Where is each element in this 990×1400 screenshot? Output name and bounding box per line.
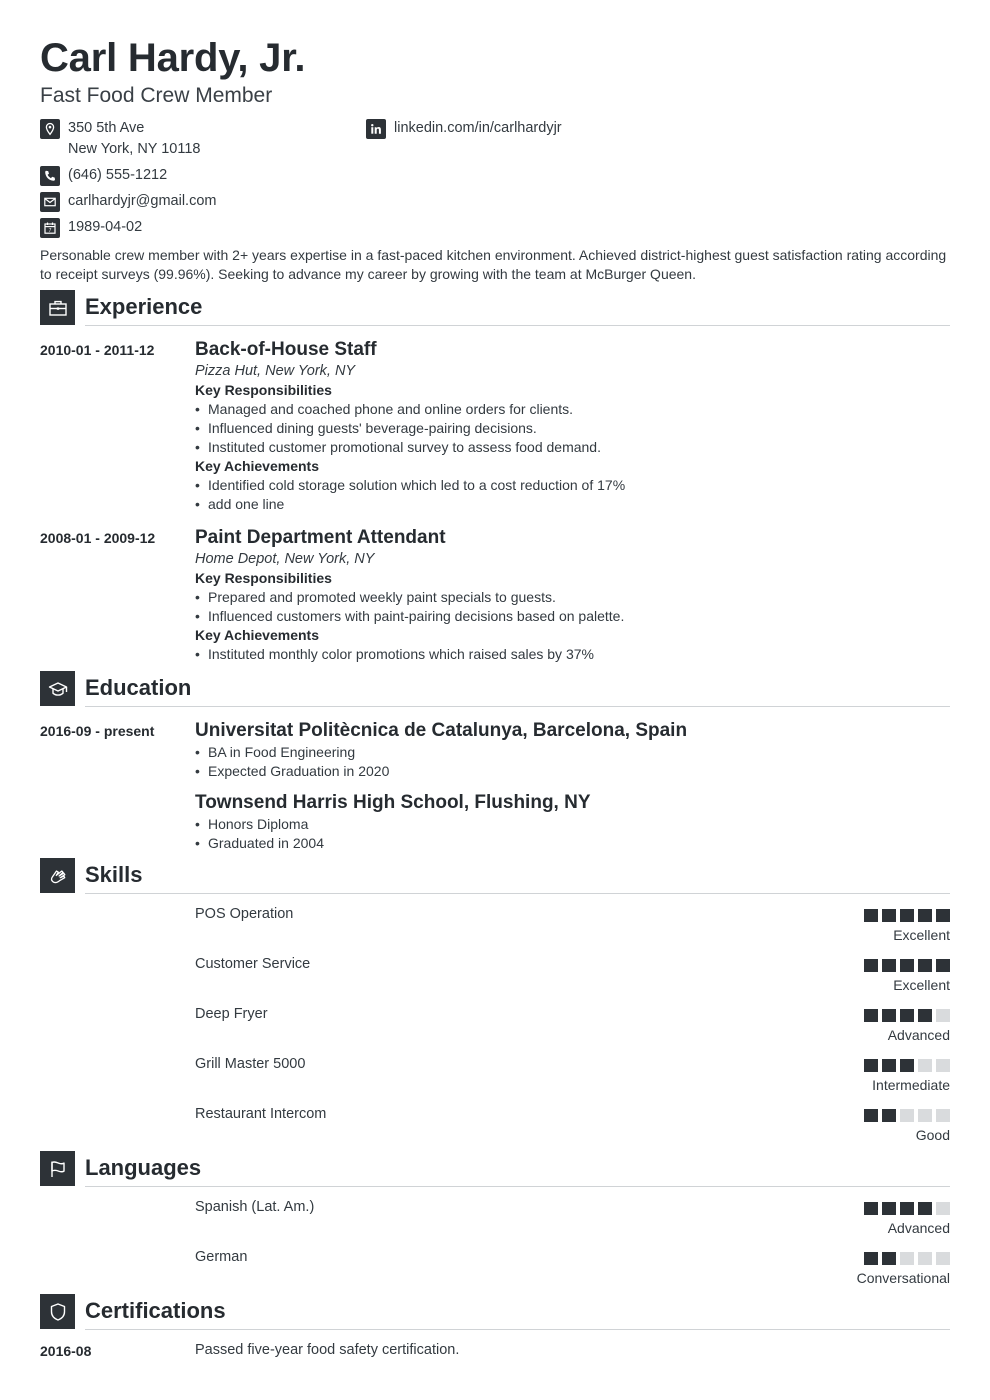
rating-dot-empty xyxy=(936,1202,950,1215)
responsibilities-label: Key Responsibilities xyxy=(195,570,332,586)
job-dates: 2010-01 - 2011-12 xyxy=(40,342,155,358)
rating-dot-empty xyxy=(918,1109,932,1122)
skill-rating xyxy=(790,959,950,994)
rating-dot-filled xyxy=(900,1059,914,1072)
contact-linkedin xyxy=(366,118,562,139)
section-divider xyxy=(85,325,950,326)
rating-dot-empty xyxy=(900,1252,914,1265)
rating-dot-filled xyxy=(882,1252,896,1265)
job-entry xyxy=(195,526,950,664)
linkedin-url[interactable]: linkedin.com/in/carlhardyjr xyxy=(394,120,562,136)
achievements-list xyxy=(195,645,950,664)
rating-dot-empty xyxy=(918,1059,932,1072)
skill-name: Restaurant Intercom xyxy=(195,1106,327,1122)
rating-dot-filled xyxy=(882,1009,896,1022)
contact-address xyxy=(40,118,200,160)
rating-dots xyxy=(790,1009,950,1022)
rating-label: Conversational xyxy=(856,1270,950,1286)
list-item: • BA in Food Engineering xyxy=(195,743,950,762)
responsibilities-list xyxy=(195,588,950,626)
rating-dot-empty xyxy=(918,1252,932,1265)
rating-dot-filled xyxy=(936,959,950,972)
achievements-label: Key Achievements xyxy=(195,458,319,474)
rating-dot-filled xyxy=(864,1109,878,1122)
rating-dots xyxy=(790,1109,950,1122)
rating-label: Good xyxy=(915,1127,950,1143)
job-title: Back-of-House Staff xyxy=(195,339,377,360)
rating-dot-filled xyxy=(864,1252,878,1265)
languages-title: Languages xyxy=(85,1155,202,1180)
school-name: Universitat Politècnica de Catalunya, Barcelona, Spain xyxy=(195,720,688,741)
rating-dot-filled xyxy=(864,1202,878,1215)
language-name: German xyxy=(195,1249,248,1265)
list-item: • Prepared and promoted weekly paint specials to guests. xyxy=(195,588,950,607)
section-divider xyxy=(85,706,950,707)
achievements-list xyxy=(195,476,950,514)
contact-birthdate xyxy=(40,217,142,238)
rating-dot-filled xyxy=(918,1202,932,1215)
rating-dot-filled xyxy=(882,1059,896,1072)
job-title: Paint Department Attendant xyxy=(195,527,446,548)
contact-email xyxy=(40,191,216,212)
school-name: Townsend Harris High School, Flushing, NY xyxy=(195,792,591,813)
experience-title: Experience xyxy=(85,294,203,319)
rating-dots xyxy=(790,1202,950,1215)
list-item: • Identified cold storage solution which led to a cost reduction of 17% xyxy=(195,476,950,495)
rating-label: Intermediate xyxy=(872,1077,950,1093)
rating-dots xyxy=(790,959,950,972)
skill-rating xyxy=(790,1109,950,1144)
skills-title: Skills xyxy=(85,862,143,887)
certification-date: 2016-08 xyxy=(40,1343,92,1359)
school-details xyxy=(195,743,950,781)
rating-dot-filled xyxy=(882,959,896,972)
education-title: Education xyxy=(85,675,192,700)
candidate-name: Carl Hardy, Jr. xyxy=(40,36,306,80)
skill-name: Grill Master 5000 xyxy=(195,1056,306,1072)
job-place: Pizza Hut, New York, NY xyxy=(195,363,356,379)
language-rating xyxy=(790,1252,950,1287)
rating-dots xyxy=(790,909,950,922)
skill-name: Deep Fryer xyxy=(195,1006,268,1022)
rating-label: Advanced xyxy=(887,1027,950,1043)
rating-label: Excellent xyxy=(893,977,950,993)
phone-number[interactable]: (646) 555-1212 xyxy=(68,167,168,183)
envelope-icon xyxy=(40,192,60,212)
rating-dot-filled xyxy=(900,1202,914,1215)
flag-icon xyxy=(40,1151,75,1186)
rating-dot-empty xyxy=(936,1009,950,1022)
rating-dot-filled xyxy=(864,959,878,972)
graduation-cap-icon xyxy=(40,671,75,706)
responsibilities-list xyxy=(195,400,950,457)
rating-dot-filled xyxy=(936,909,950,922)
experience-section-header xyxy=(40,290,950,326)
rating-label: Advanced xyxy=(887,1220,950,1236)
map-pin-icon xyxy=(40,119,60,139)
certifications-title: Certifications xyxy=(85,1298,226,1323)
languages-section-header xyxy=(40,1151,950,1187)
section-divider xyxy=(85,1329,950,1330)
section-divider xyxy=(85,893,950,894)
rating-dot-filled xyxy=(900,959,914,972)
rating-dot-empty xyxy=(936,1059,950,1072)
rating-dot-filled xyxy=(882,909,896,922)
calendar-icon xyxy=(40,218,60,238)
list-item: • Instituted monthly color promotions which raised sales by 37% xyxy=(195,645,950,664)
rating-label: Excellent xyxy=(893,927,950,943)
address-line2: New York, NY 10118 xyxy=(68,141,201,157)
rating-dot-filled xyxy=(864,1009,878,1022)
email-address[interactable]: carlhardyjr@gmail.com xyxy=(68,193,217,209)
certifications-section-header xyxy=(40,1294,950,1330)
job-entry xyxy=(195,338,950,514)
list-item: • Honors Diploma xyxy=(195,815,950,834)
list-item: • Graduated in 2004 xyxy=(195,834,950,853)
birthdate: 1989-04-02 xyxy=(68,219,143,235)
education-entry xyxy=(195,719,950,781)
list-item: • Managed and coached phone and online orders for clients. xyxy=(195,400,950,419)
skill-rating xyxy=(790,1059,950,1094)
achievements-label: Key Achievements xyxy=(195,627,319,643)
education-dates: 2016-09 - present xyxy=(40,723,155,739)
list-item: • Instituted customer promotional survey to assess food demand. xyxy=(195,438,950,457)
linkedin-icon xyxy=(366,119,386,139)
rating-dot-filled xyxy=(882,1109,896,1122)
address-line1: 350 5th Ave xyxy=(68,120,145,136)
rating-dot-filled xyxy=(864,909,878,922)
job-place: Home Depot, New York, NY xyxy=(195,551,375,567)
education-entry xyxy=(195,791,950,853)
rating-dot-empty xyxy=(900,1109,914,1122)
rating-dot-filled xyxy=(918,959,932,972)
rating-dot-filled xyxy=(882,1202,896,1215)
skill-rating xyxy=(790,1009,950,1044)
svg-text:7: 7 xyxy=(48,228,52,235)
rating-dot-filled xyxy=(900,1009,914,1022)
list-item: • Influenced customers with paint-pairing decisions based on palette. xyxy=(195,607,950,626)
skill-name: POS Operation xyxy=(195,906,294,922)
school-details xyxy=(195,815,950,853)
list-item: • add one line xyxy=(195,495,950,514)
job-dates: 2008-01 - 2009-12 xyxy=(40,530,156,546)
responsibilities-label: Key Responsibilities xyxy=(195,382,332,398)
language-rating xyxy=(790,1202,950,1237)
rating-dot-empty xyxy=(936,1109,950,1122)
skill-name: Customer Service xyxy=(195,956,311,972)
skill-rating xyxy=(790,909,950,944)
rating-dots xyxy=(790,1252,950,1265)
rating-dot-filled xyxy=(918,909,932,922)
list-item: • Expected Graduation in 2020 xyxy=(195,762,950,781)
certification-text: Passed five-year food safety certification. xyxy=(195,1342,460,1358)
hand-icon xyxy=(40,858,75,893)
rating-dot-filled xyxy=(918,1009,932,1022)
list-item: • Influenced dining guests' beverage-pairing decisions. xyxy=(195,419,950,438)
briefcase-icon xyxy=(40,290,75,325)
phone-icon xyxy=(40,166,60,186)
rating-dot-filled xyxy=(864,1059,878,1072)
rating-dot-filled xyxy=(900,909,914,922)
section-divider xyxy=(85,1186,950,1187)
language-name: Spanish (Lat. Am.) xyxy=(195,1199,315,1215)
education-section-header xyxy=(40,671,950,707)
rating-dots xyxy=(790,1059,950,1072)
contact-phone xyxy=(40,165,167,186)
rating-dot-empty xyxy=(936,1252,950,1265)
skills-section-header xyxy=(40,858,950,894)
shield-icon xyxy=(40,1294,75,1329)
candidate-role: Fast Food Crew Member xyxy=(40,84,273,107)
profile-summary: Personable crew member with 2+ years expertise in a fast-paced kitchen environment. Achieved district-highest guest satisfaction rating according to receipt surveys (99.96%). Seeking to advance my career by growing with the team at McBurger Queen. xyxy=(40,247,947,282)
